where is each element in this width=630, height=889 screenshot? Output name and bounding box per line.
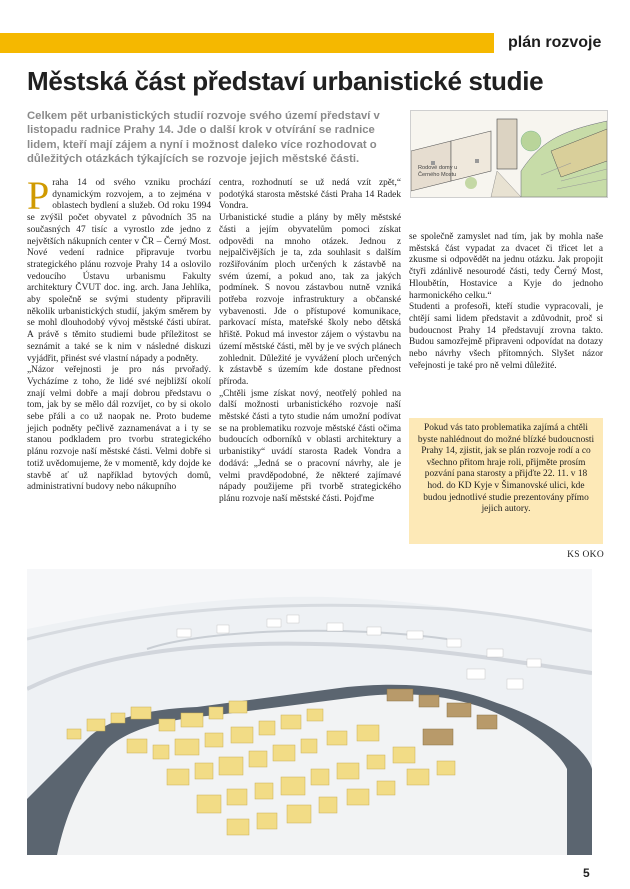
sketch-drawing [411,111,607,197]
paragraph: „Chtěli jsme získat nový, neotřelý pohled na další možnosti urbanistického rozvoje naší městské části a tyto studie nám umožní podívat se na problematiku rozvoje městské části očima budoucích odborníků v oblasti architektury a urbanistiky“ uvádí starosta Radek Vondra a dodává: „Jedná se o pracovní návrhy, ale je velmi pravděpodobné, že některé zajímavé nápady použijeme při tvorbě strategického plánu rozvoje naší městské části. Pojďme [219,388,401,504]
dropcap-letter: P [27,173,50,218]
page-number: 5 [583,866,590,880]
paragraph-text: raha 14 od svého vzniku prochází dynamickým rozvojem, a to zejména v oblastech bydlení a služeb. Od roku 1994 se zvýšil počet obyvatel z původních 35 na současných 47 tisíc a vyrostlo zde jedno z největších nákupních center v ČR – Černý Most. Nové vedení radnice připravuje tvorbu strategického plánu rozvoje Prahy 14 a oslovilo vedoucího Ústavu urbanismu Fakulty architektury ČVUT doc. ing. arch. Jana Jehlíka, aby společně se svými studenty připravili několik urbanistických studií, jakým směrem by se mohl dlouhodobý vývoj městské části ubírat. A právě s těmito studiemi bude příležitost se seznámit a také se k nim v následné diskuzi vyjádřit, přinést své vlastní nápady a podněty. [27,178,211,364]
section-label: plán rozvoje [494,29,630,57]
column-3 [409,232,603,372]
paragraph: „Názor veřejnosti je pro nás prvořadý. Vycházíme z toho, že lidé své nejbližší okolí znají velmi dobře a mají dobrou představu o tom, jak by se mělo dál rozvíjet, co by si okolo sebe přáli a co už naopak ne. Proto budeme jejich podněty pečlivě zaznamenávat a i ty se stanou podkladem pro tvorbu strategického plánu rozvoje naší městské části. Velmi dobře si totiž uvědomujeme, že v momentě, kdy dojde ke stavbě ať už například bytových domů, administrativní budovy nebo nákupního [27,365,211,493]
urban-model-image [27,569,592,855]
article-perex: Celkem pět urbanistických studií rozvoje svého území představí v listopadu radnice Prahy 14. Jde o další krok v otvírání se radnice lidem, kteří mají zájem a nyní i možnost daleko více rozhodovat o důležitých otázkách týkajících se rozvoje jejich městské části. [27,110,380,165]
paragraph [27,173,211,365]
column-1 [27,173,211,494]
column-2 [219,178,401,506]
sketch-illustration [410,110,608,198]
paragraph: Urbanistické studie a plány by měly městské části a jejím obyvatelům pomoci získat odpovědi na mnoho otázek. Jednou z nejpalčivějších je ta, zda souhlasit s dalším rozšiřováním ploch určených k zástavbě na svém území, a pokud ano, tak za jakých podmínek. S novou zástavbou nutně vzniká potřeba rozvoje infrastruktury a občanské vybavenosti. Jde o přístupové komunikace, parkovací místa, mateřské školy nebo dětská hřiště. Pokud má investor zájem o výstavbu na území městské části, měl by je ve svých plánech zohlednit. Důležité je vyvážení ploch určených k zástavbě s územím kde dostane přednost příroda. [219,213,401,387]
author-signature: KS OKO [567,550,604,560]
invitation-box: Pokud vás tato problematika zajímá a chtěli byste nahlédnout do možné blízké budoucnosti Prahy 14, zjistit, jak se plán rozvoje rodí a co všechno přitom hraje roli, přijměte prosím pozvání pana starosty a přijďte 22. 11. v 18 hod. do KD Kyje v Šimanovské ulici, kde budou jednotlivé studie prezentovány přímo jejich autory. [409,418,603,544]
article-title: Městská část představí urbanistické studie [27,66,544,96]
paragraph: Studenti a profesoři, kteří studie vypracovali, je chtějí sami lidem představit a zdůvodnit, proč si budoucnost Prahy 14 představují zrovna takto. Budou samozřejmě připraveni odpovídat na dotazy nebo návrhy všech přítomných. Slyšet názor veřejnosti je také pro ně velmi důležité. [409,302,603,371]
paragraph: centra, rozhodnutí se už nedá vzít zpět,“ podotýká starosta městské části Praha 14 Radek Vondra. [219,178,401,212]
photo-caption: Rodové domy u Černého Mostu [418,165,458,178]
urban-model-drawing [27,569,592,855]
paragraph: se společně zamyslet nad tím, jak by mohla naše městská část vypadat za dvacet či třicet let a zkusme si odpovědět na jednu otázku. Jak propojit čtyři zdánlivě nesourodé části, tedy Černý Most, Hloubětín, Hostavice a Kyje do jednoho harmonického celku.“ [409,232,603,301]
